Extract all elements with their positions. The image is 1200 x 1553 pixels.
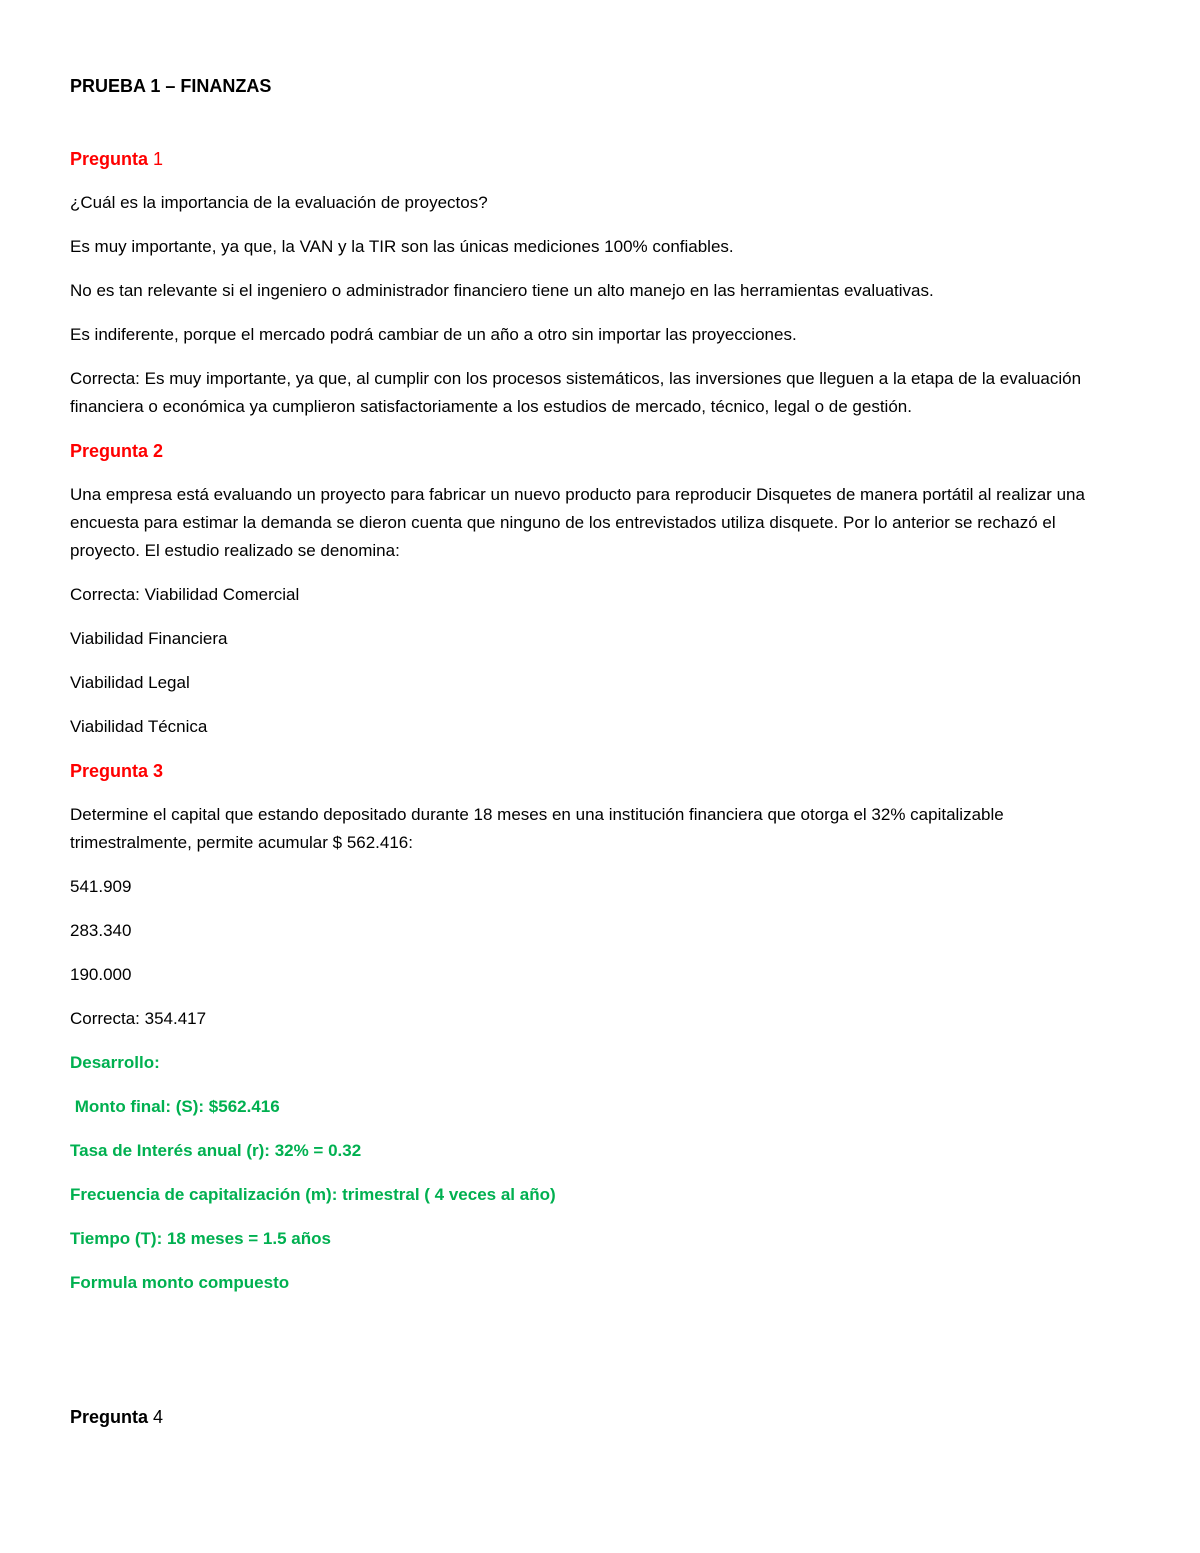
question-3-option-4: Correcta: 354.417 <box>70 1009 207 1028</box>
question-1-correct-answer: Correcta: Es muy importante, ya que, al cumplir con los procesos sistemáticos, las inversiones que lleguen a la etapa de la evaluación financiera o económica ya cumplieron satisfactoriamente a los estudios de mercado, técnico, legal o de gestión. <box>70 369 1082 416</box>
question-3-option-1: 541.909 <box>70 877 132 896</box>
document-title: PRUEBA 1 – FINANZAS <box>70 76 272 96</box>
question-1-option-3: Es indiferente, porque el mercado podrá cambiar de un año a otro sin importar las proyecciones. <box>70 325 797 344</box>
question-4-label: Pregunta <box>70 1407 149 1427</box>
development-heading: Desarrollo: <box>70 1053 160 1072</box>
document-content <box>70 72 1130 1447</box>
question-2-option-2: Viabilidad Financiera <box>70 629 228 648</box>
question-1-number: 1 <box>153 149 164 169</box>
development-final-amount: Monto final: (S): $562.416 <box>70 1097 280 1116</box>
development-compounding-frequency: Frecuencia de capitalización (m): trimestral ( 4 veces al año) <box>70 1185 556 1204</box>
question-3-option-2: 283.340 <box>70 921 132 940</box>
development-time: Tiempo (T): 18 meses = 1.5 años <box>70 1229 331 1248</box>
question-3-text: Determine el capital que estando depositado durante 18 meses en una institución financiera que otorga el 32% capitalizable trimestralmente, permite acumular $ 562.416: <box>70 805 1004 852</box>
question-3-option-3: 190.000 <box>70 965 132 984</box>
question-2-option-4: Viabilidad Técnica <box>70 717 208 736</box>
question-3-heading: Pregunta 3 <box>70 761 164 781</box>
question-2-heading: Pregunta 2 <box>70 441 164 461</box>
question-4-heading <box>70 1403 1130 1431</box>
question-2-text: Una empresa está evaluando un proyecto para fabricar un nuevo producto para reproducir Disquetes de manera portátil al realizar una encuesta para estimar la demanda se dieron cuenta que ninguno de los entrevistados utiliza disquete. Por lo anterior se rechazó el proyecto. El estudio realizado se denomina: <box>70 485 1085 560</box>
question-1-text: ¿Cuál es la importancia de la evaluación de proyectos? <box>70 193 488 212</box>
question-1-option-2: No es tan relevante si el ingeniero o administrador financiero tiene un alto manejo en las herramientas evaluativas. <box>70 281 934 300</box>
development-interest-rate: Tasa de Interés anual (r): 32% = 0.32 <box>70 1141 362 1160</box>
question-2-option-3: Viabilidad Legal <box>70 673 190 692</box>
question-1-option-1: Es muy importante, ya que, la VAN y la TIR son las únicas mediciones 100% confiables. <box>70 237 734 256</box>
question-2-option-1: Correcta: Viabilidad Comercial <box>70 585 300 604</box>
question-1-heading <box>70 145 1130 173</box>
blank-space <box>70 1313 1130 1403</box>
question-4-number: 4 <box>153 1407 164 1427</box>
question-1-label: Pregunta <box>70 149 149 169</box>
development-formula-label: Formula monto compuesto <box>70 1273 290 1292</box>
